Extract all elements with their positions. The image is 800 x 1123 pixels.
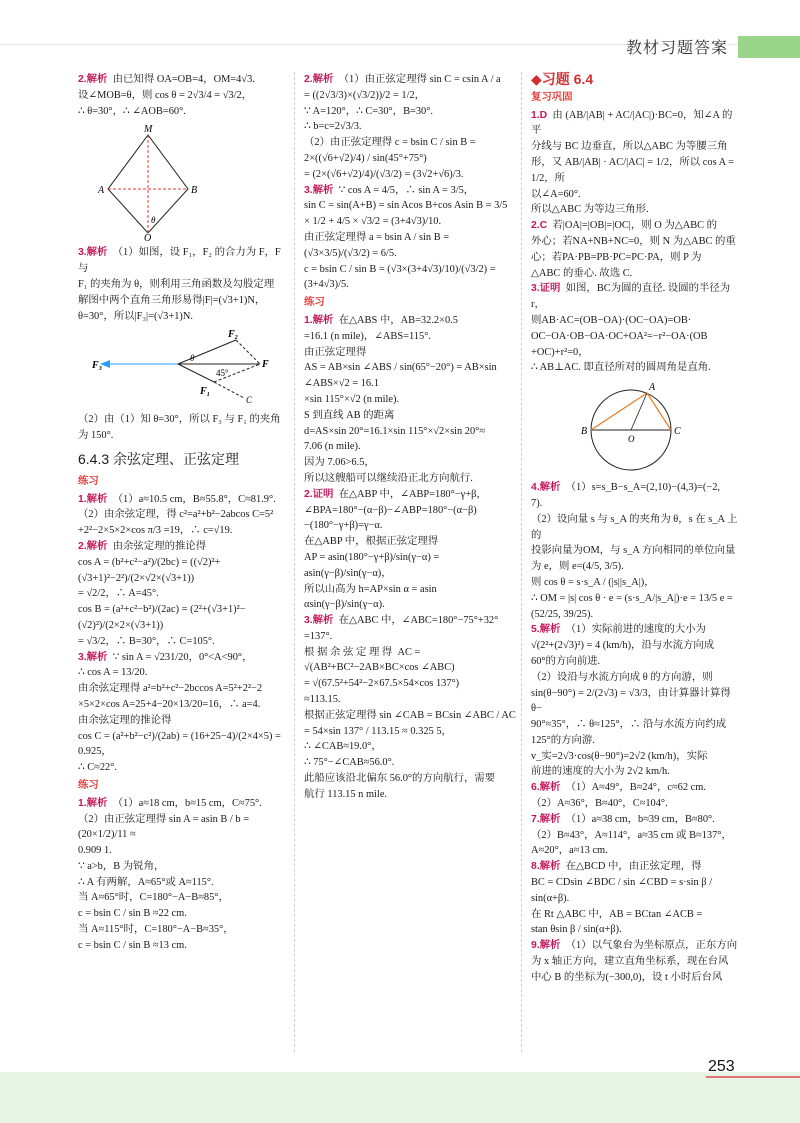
label-M: M — [144, 124, 153, 136]
subsection-label: 复习巩固 — [531, 91, 573, 103]
label-angle: 45° — [216, 368, 229, 379]
answer-line: S 到直线 AB 的距离 — [304, 409, 395, 421]
answer-line: 根 据 余 弦 定 理 得 AC = — [304, 646, 421, 658]
circle-figure — [531, 380, 731, 476]
answer-line: =16.1 (n mile)，∠ABS=115°. — [304, 330, 431, 342]
answer-line: （2）由正弦定理得 sin A = asin B / b = (20×1/2)/11 ≈ — [78, 813, 252, 841]
answer-line: 此船应该沿北偏东 56.0°的方向航行，需要 — [304, 773, 496, 785]
answer-line: ∴ θ=30°，∴ ∠AOB=60°. — [78, 105, 186, 117]
answer-line: = √3/2，∴ B=30°，∴ C=105°. — [78, 635, 215, 647]
answer-line: 外心；若NA+NB+NC=0，则 N 为△ABC 的重 — [531, 235, 736, 247]
answer-line: =137°. — [304, 630, 333, 642]
answer-line: = ((2√3/3)×(√3/2))/2 = 1/2， — [304, 89, 426, 101]
header-color-tab — [738, 36, 800, 58]
answer-line: 3.证明 如图，BC为圆的直径. 设圆的半径为 r， — [531, 283, 733, 311]
answer-line: ×sin 115°×√2 (n mile). — [304, 393, 400, 405]
answer-label: 3.解析 — [78, 247, 108, 259]
answer-line: 125°的方向游. — [531, 734, 595, 746]
answer-label: 8.解析 — [531, 861, 561, 873]
answer-label: 2.C — [531, 220, 548, 232]
label-O: O — [144, 233, 152, 242]
answer-label: 2.解析 — [78, 540, 108, 552]
answer-label: 6.解析 — [531, 782, 561, 794]
answer-line: 设∠MOB=θ，则 cos θ = 2√3/4 = √3/2， — [78, 89, 253, 101]
subsection-label: 练习 — [304, 297, 325, 309]
section-title: 6.4.3 余弦定理、正弦定理 — [78, 450, 240, 467]
answer-line: ∵ A=120°，∴ C=30°，B=30°. — [304, 105, 433, 117]
answer-line: △ABC 的垂心. 故选 C. — [531, 267, 633, 279]
label-B: B — [191, 185, 198, 197]
answer-line: ∴ 75°−∠CAB≈56.0°. — [304, 757, 395, 769]
answer-line: ∴ ∠CAB≈19.0°， — [304, 741, 382, 753]
answer-line: 因为 7.06>6.5， — [304, 457, 375, 469]
answer-line: 所以山高为 h=AP×sin α = asin αsin(γ−β)/sin(γ−α). — [304, 583, 440, 611]
answer-line: 2.解析 （1）由正弦定理得 sin C = csin A / a — [304, 74, 501, 85]
column-divider — [521, 72, 522, 1052]
answer-line: c = bsin C / sin B ≈13 cm. — [78, 939, 187, 951]
answer-line: = √(67.5²+54²−2×67.5×54×cos 137°) — [304, 678, 460, 690]
answer-line: （2）设沿与水流方向成 θ 的方向游，则 — [531, 671, 713, 683]
answer-line: θ=30°，所以|F₃|=(√3+1)N. — [78, 310, 193, 322]
answer-line: 90°≈35°，∴ θ≈125°，∴ 沿与水流方向约成 — [531, 719, 727, 731]
column-divider — [294, 72, 295, 1052]
answer-line: 解图中两个直角三角形易得|F|=(√3+1)N， — [78, 294, 266, 306]
answer-label: 1.D — [531, 109, 548, 121]
answer-label: 9.解析 — [531, 940, 561, 952]
answer-line: 3.解析 在△ABC 中，∠ABC=180°−75°+32° — [304, 615, 499, 627]
answer-line: （2）由余弦定理，得 c²=a²+b²−2abcos C=5² — [78, 509, 274, 521]
answer-line: 当 A≈65°时，C=180°−A−B≈85°， — [78, 892, 229, 904]
answer-line: 所以△ABC 为等边三角形. — [531, 204, 649, 216]
column-2 — [304, 72, 516, 803]
answer-line: 0.909 1. — [78, 845, 112, 857]
answer-line: sin C = sin(A+B) = sin Acos B+cos Asin B = 3/5 — [304, 200, 508, 212]
answer-label: 3.解析 — [78, 651, 108, 663]
answer-line: 形，又 AB/|AB| · AC/|AC| = 1/2，所以 cos A = 1/2，所 — [531, 156, 737, 184]
answer-line: v_实=2√3·cos(θ−90°)=2√2 (km/h)，实际 — [531, 750, 708, 762]
page-number: 253 — [708, 1058, 735, 1075]
answer-line: +OC)+r²=0， — [531, 346, 589, 358]
answer-line: 由正弦定理得 a = bsin A / sin B = (√3×3/5)/(√3/2) = 6/5. — [304, 231, 452, 259]
label-A: A — [649, 382, 656, 394]
answer-line: 以∠A=60°. — [531, 188, 581, 200]
answer-line: ∴ cos A = 13/20. — [78, 667, 148, 679]
answer-line: ∴ AB⊥AC. 即直径所对的圆周角是直角. — [531, 362, 711, 374]
answer-line: ∠BPA=180°−(α−β)−∠ABP=180°−(α−β) — [304, 504, 477, 516]
answer-line: 9.解析 （1）以气象台为坐标原点，正东方向 — [531, 940, 738, 952]
answer-line: d=AS×sin 20°=16.1×sin 115°×√2×sin 20°≈ — [304, 425, 486, 437]
answer-line: 在 Rt △ABC 中，AB = BCtan ∠ACB = — [531, 908, 703, 920]
force-figure — [78, 328, 278, 408]
answer-line: c = bsin C / sin B = (√3×(3+4√3)/10)/(√3/2) = (3+4√3)/5. — [304, 263, 499, 291]
answer-line: ∴ A 有两解，A≈65°或 A≈115°. — [78, 876, 214, 888]
answer-line: √(2²+(2√3)²) = 4 (km/h)，沿与水流方向成 — [531, 640, 715, 652]
answer-line: cos A = (b²+c²−a²)/(2bc) = ((√2)²+(√3+1)²−2²)/(2×√2×(√3+1)) — [78, 556, 221, 584]
answer-line: （2）由（1）知 θ=30°，所以 F₃ 与 F₁ 的夹角 — [78, 414, 281, 426]
answer-line: 6.解析 （1）A≈49°，B≈24°，c≈62 cm. — [531, 782, 706, 794]
label-C: C — [674, 426, 681, 438]
answer-line: √(AB²+BC²−2AB×BC×cos ∠ABC) — [304, 662, 455, 674]
answer-line: 2.解析 由余弦定理的推论得 — [78, 540, 207, 552]
answer-line: 所以这艘船可以继续沿正北方向航行. — [304, 472, 473, 484]
label-F2: F₂ — [228, 329, 239, 341]
answer-line: 则AB·AC=(OB−OA)·(OC−OA)=OB· — [531, 314, 692, 326]
answer-line: 7.解析 （1）a≈38 cm，b≈39 cm，B≈80°. — [531, 813, 715, 825]
answer-line: 中心 B 的坐标为(−300,0)，设 t 小时后台风 — [531, 971, 723, 983]
answer-line: 1.解析 （1）a≈18 cm，b≈15 cm，C≈75°. — [78, 797, 262, 809]
answer-line: 为 x 轴正方向，建立直角坐标系，现在台风 — [531, 956, 729, 968]
answer-line: 1.解析 （1）a≈10.5 cm，B≈55.8°，C≈81.9°. — [78, 493, 276, 505]
answer-line: × 1/2 + 4/5 × √3/2 = (3+4√3)/10. — [304, 216, 442, 228]
answer-label: 2.证明 — [304, 488, 334, 500]
page-number-underline — [706, 1076, 800, 1078]
answer-label: 2.解析 — [304, 74, 334, 85]
answer-line: 当 A≈115°时，C=180°−A−B≈35°， — [78, 924, 234, 936]
answer-line: = (2×(√6+√2)/4)/(√3/2) = (3√2+√6)/3. — [304, 168, 464, 180]
answer-line: （2）由正弦定理得 c = bsin C / sin B = 2×((√6+√2)/4) / sin(45°+75°) — [304, 137, 479, 164]
answer-line: 由正弦定理得 — [304, 346, 367, 358]
answer-line: = 54×sin 137° / 113.15 ≈ 0.325 5， — [304, 725, 452, 737]
answer-line: 7.06 (n mile). — [304, 441, 361, 453]
answer-line: 1.解析 在△ABS 中，AB=32.2×0.5 — [304, 314, 458, 326]
answer-line: A≈20°，a≈13 cm. — [531, 845, 608, 857]
answer-line: 由余弦定理的推论得 — [78, 714, 172, 726]
answer-line: ∴ C≈22°. — [78, 762, 117, 774]
label-A: A — [98, 185, 105, 197]
answer-line: OC−OA·OB−OA·OC+OA²=−r²−OA·(OB — [531, 330, 708, 342]
answer-line: F₁ 的夹角为 θ，则利用三角函数及勾股定理 — [78, 278, 275, 290]
answer-line: cos C = (a²+b²−c²)/(2ab) = (16+25−4)/(2×4×5) = 0.925， — [78, 730, 284, 758]
answer-label: 3.解析 — [304, 615, 334, 627]
header-title: 教材习题答案 — [626, 40, 729, 57]
answer-label: 5.解析 — [531, 624, 561, 636]
answer-line: 3.解析 （1）如图，设 F₁，F₂ 的合力为 F，F 与 — [78, 247, 284, 275]
answer-line: 3.解析 ∵ cos A = 4/5，∴ sin A = 3/5， — [304, 184, 475, 196]
answer-line: 由余弦定理得 a²=b²+c²−2bccos A=5²+2²−2 — [78, 683, 263, 695]
column-1 — [78, 72, 288, 954]
answer-line: 为 150°. — [78, 430, 114, 442]
answer-line: ∴ b=c=2√3/3. — [304, 121, 362, 133]
answer-line: BC = CDsin ∠BDC / sin ∠CBD = s·sin β / sin(α+β). — [531, 877, 715, 904]
rhombus-figure — [78, 123, 218, 241]
label-theta: θ — [190, 353, 195, 364]
answer-line: = √2/2，∴ A=45°. — [78, 588, 159, 600]
answer-line: 1.D 由 (AB/|AB| + AC/|AC|)·BC=0，知∠A 的平 — [531, 109, 733, 137]
answer-line: cos B = (a²+c²−b²)/(2ac) = (2²+(√3+1)²−(√2)²)/(2×2×(√3+1)) — [78, 604, 246, 631]
answer-label: 7.解析 — [531, 813, 561, 825]
answer-line: 心；若PA·PB=PB·PC=PC·PA，则 P 为 — [531, 251, 702, 263]
answer-label: 3.证明 — [531, 283, 561, 295]
answer-line: 为 e，则 e=(4/5, 3/5). — [531, 561, 624, 573]
answer-line: AP = asin(180°−γ+β)/sin(γ−α) = asin(γ−β)/sin(γ−α)， — [304, 551, 442, 579]
answer-label: 3.解析 — [304, 184, 334, 196]
page-header — [0, 0, 800, 60]
answer-line: 根据正弦定理得 sin ∠CAB = BCsin ∠ABC / AC — [304, 709, 516, 721]
answer-label: 4.解析 — [531, 482, 561, 494]
label-C: C — [246, 395, 253, 406]
answer-label: 1.解析 — [78, 797, 108, 809]
answer-line: 5.解析 （1）实际前进的速度的大小为 — [531, 624, 706, 636]
answer-line: 前进的速度的大小为 2√2 km/h. — [531, 766, 670, 778]
answer-line: c = bsin C / sin B ≈22 cm. — [78, 908, 187, 920]
answer-line: 则 cos θ = s·s_A / (|s||s_A|)， — [531, 576, 655, 588]
answer-line: +2²−2×5×2×cos π/3 =19，∴ c=√19. — [78, 525, 233, 537]
page-footer-band — [0, 1072, 800, 1123]
answer-line: 2.解析 由已知得 OA=OB=4，OM=4√3. — [78, 74, 255, 85]
label-theta: θ — [151, 215, 156, 226]
answer-line: 4.解析 （1）s=s_B−s_A=(2,10)−(4,3)=(−2, — [531, 482, 721, 494]
label-B: B — [581, 426, 588, 438]
answer-label: 1.解析 — [304, 314, 334, 326]
answer-line: （2）B≈43°，A≈114°，a≈35 cm 或 B≈137°， — [531, 829, 732, 841]
answer-line: 3.解析 ∵ sin A = √231/20，0°<A<90°， — [78, 651, 253, 663]
answer-line: AS = AB×sin ∠ABS / sin(65°−20°) = AB×sin ∠ABS×√2 = 16.1 — [304, 362, 500, 390]
answer-line: （2）A≈36°，B≈40°，C≈104°. — [531, 798, 668, 810]
answer-line: 投影向量为OM，与 s_A 方向相同的单位向量 — [531, 545, 736, 557]
label-F: F — [262, 359, 269, 371]
answer-line: 分线与 BC 边垂直，所以△ABC 为等腰三角 — [531, 141, 728, 153]
exercise-title: ◆习题 6.4 — [531, 71, 594, 87]
answer-line: 60°的方向前进. — [531, 655, 601, 667]
answer-line: ×5×2×cos A=25+4−20×13/20=16，∴ a=4. — [78, 698, 261, 710]
answer-line: ∴ OM = |s| cos θ · e = (s·s_A/|s_A|)·e = 13/5 e = — [531, 592, 733, 604]
answer-label: 1.解析 — [78, 493, 108, 505]
answer-line: 航行 113.15 n mile. — [304, 788, 388, 800]
answer-line: 8.解析 在△BCD 中，由正弦定理，得 — [531, 861, 702, 873]
label-F1: F₁ — [200, 386, 211, 398]
answer-line: 在△ABP 中，根据正弦定理得 — [304, 536, 439, 548]
answer-line: 7). — [531, 497, 543, 509]
answer-line: ∵ a>b，B 为锐角， — [78, 860, 165, 872]
column-3 — [531, 72, 741, 986]
answer-line: sin(θ−90°) = 2/(2√3) = √3/3，由计算器计算得 θ− — [531, 687, 734, 715]
subsection-label: 练习 — [78, 475, 99, 487]
answer-line: −(180°−γ+β)=γ−α. — [304, 520, 383, 532]
answer-line: ≈113.15. — [304, 694, 341, 706]
answer-line: stan θsin β / sin(α+β). — [531, 924, 622, 936]
answer-line: （2）设向量 s 与 s_A 的夹角为 θ，s 在 s_A 上的 — [531, 513, 738, 541]
subsection-label: 练习 — [78, 779, 99, 791]
answer-line: 2.C 若|OA|=|OB|=|OC|，则 O 为△ABC 的 — [531, 220, 718, 232]
label-O: O — [628, 434, 635, 445]
answer-line: 2.证明 在△ABP 中，∠ABP=180°−γ+β， — [304, 488, 487, 500]
answer-label: 2.解析 — [78, 74, 108, 85]
answer-line: (52/25, 39/25). — [531, 608, 594, 620]
label-F3: F₃ — [92, 360, 103, 372]
